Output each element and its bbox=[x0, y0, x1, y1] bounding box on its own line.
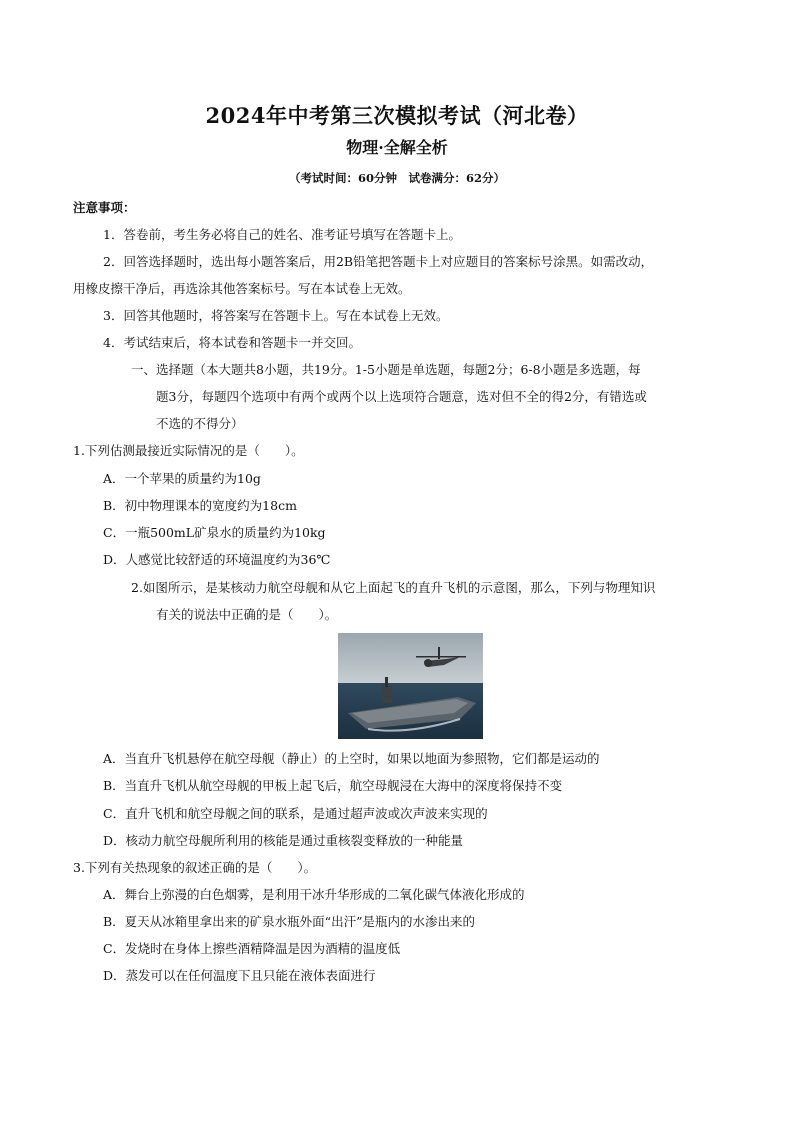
notice-item: 3．回答其他题时，将答案写在答题卡上。写在本试卷上无效。 bbox=[103, 308, 449, 323]
question-option: B．夏天从冰箱里拿出来的矿泉水瓶外面“出汗”是瓶内的水渗出来的 bbox=[103, 914, 475, 929]
notice-item: 2．回答选择题时，选出每小题答案后，用2B铅笔把答题卡上对应题目的答案标号涂黑。如需改动， bbox=[103, 254, 654, 269]
question-option: A．一个苹果的质量约为10g bbox=[103, 471, 261, 486]
page-subtitle: 物理·全解全析 bbox=[346, 138, 448, 157]
question-option: A．当直升飞机悬停在航空母舰（静止）的上空时，如果以地面为参照物，它们都是运动的 bbox=[103, 751, 600, 766]
page-title: 2024年中考第三次模拟考试（河北卷） bbox=[205, 103, 589, 128]
aircraft-carrier-photo bbox=[338, 633, 483, 739]
question-option: C．一瓶500mL矿泉水的质量约为10kg bbox=[103, 525, 326, 540]
question-stem: 1.下列估测最接近实际情况的是（ ）。 bbox=[73, 443, 304, 458]
exam-info: （考试时间：60分钟 试卷满分：62分） bbox=[288, 171, 505, 185]
notice-item: 1．答卷前，考生务必将自己的姓名、准考证号填写在答题卡上。 bbox=[103, 227, 461, 242]
section-heading: 不选的不得分） bbox=[156, 416, 244, 431]
question-stem: 有关的说法中正确的是（ ）。 bbox=[156, 607, 338, 622]
question-stem: 3.下列有关热现象的叙述正确的是（ ）。 bbox=[73, 860, 317, 875]
question-option: D．核动力航空母舰所利用的核能是通过重核裂变释放的一种能量 bbox=[103, 833, 464, 848]
question-option: C．发烧时在身体上擦些酒精降温是因为酒精的温度低 bbox=[103, 941, 401, 956]
notice-heading: 注意事项： bbox=[73, 200, 136, 215]
section-heading: 题3分，每题四个选项中有两个或两个以上选项符合题意，选对但不全的得2分，有错选或 bbox=[156, 389, 647, 404]
question-option: A．舞台上弥漫的白色烟雾，是利用干冰升华形成的二氧化碳气体液化形成的 bbox=[103, 887, 525, 902]
question-stem: 2.如图所示，是某核动力航空母舰和从它上面起飞的直升飞机的示意图，那么，下列与物理知识 bbox=[131, 580, 656, 595]
notice-item: 4．考试结束后，将本试卷和答题卡一并交回。 bbox=[103, 335, 361, 350]
notice-item: 用橡皮擦干净后，再选涂其他答案标号。写在本试卷上无效。 bbox=[73, 281, 411, 296]
question-option: B．初中物理课本的宽度约为18cm bbox=[103, 498, 297, 513]
question-option: D．人感觉比较舒适的环境温度约为36℃ bbox=[103, 552, 331, 567]
question-option: D．蒸发可以在任何温度下且只能在液体表面进行 bbox=[103, 968, 376, 983]
question-option: C．直升飞机和航空母舰之间的联系，是通过超声波或次声波来实现的 bbox=[103, 806, 488, 821]
question-option: B．当直升飞机从航空母舰的甲板上起飞后，航空母舰浸在大海中的深度将保持不变 bbox=[103, 778, 563, 793]
section-heading: 一、选择题（本大题共8小题，共19分。1-5小题是单选题，每题2分；6-8小题是多选题，每 bbox=[131, 362, 641, 377]
